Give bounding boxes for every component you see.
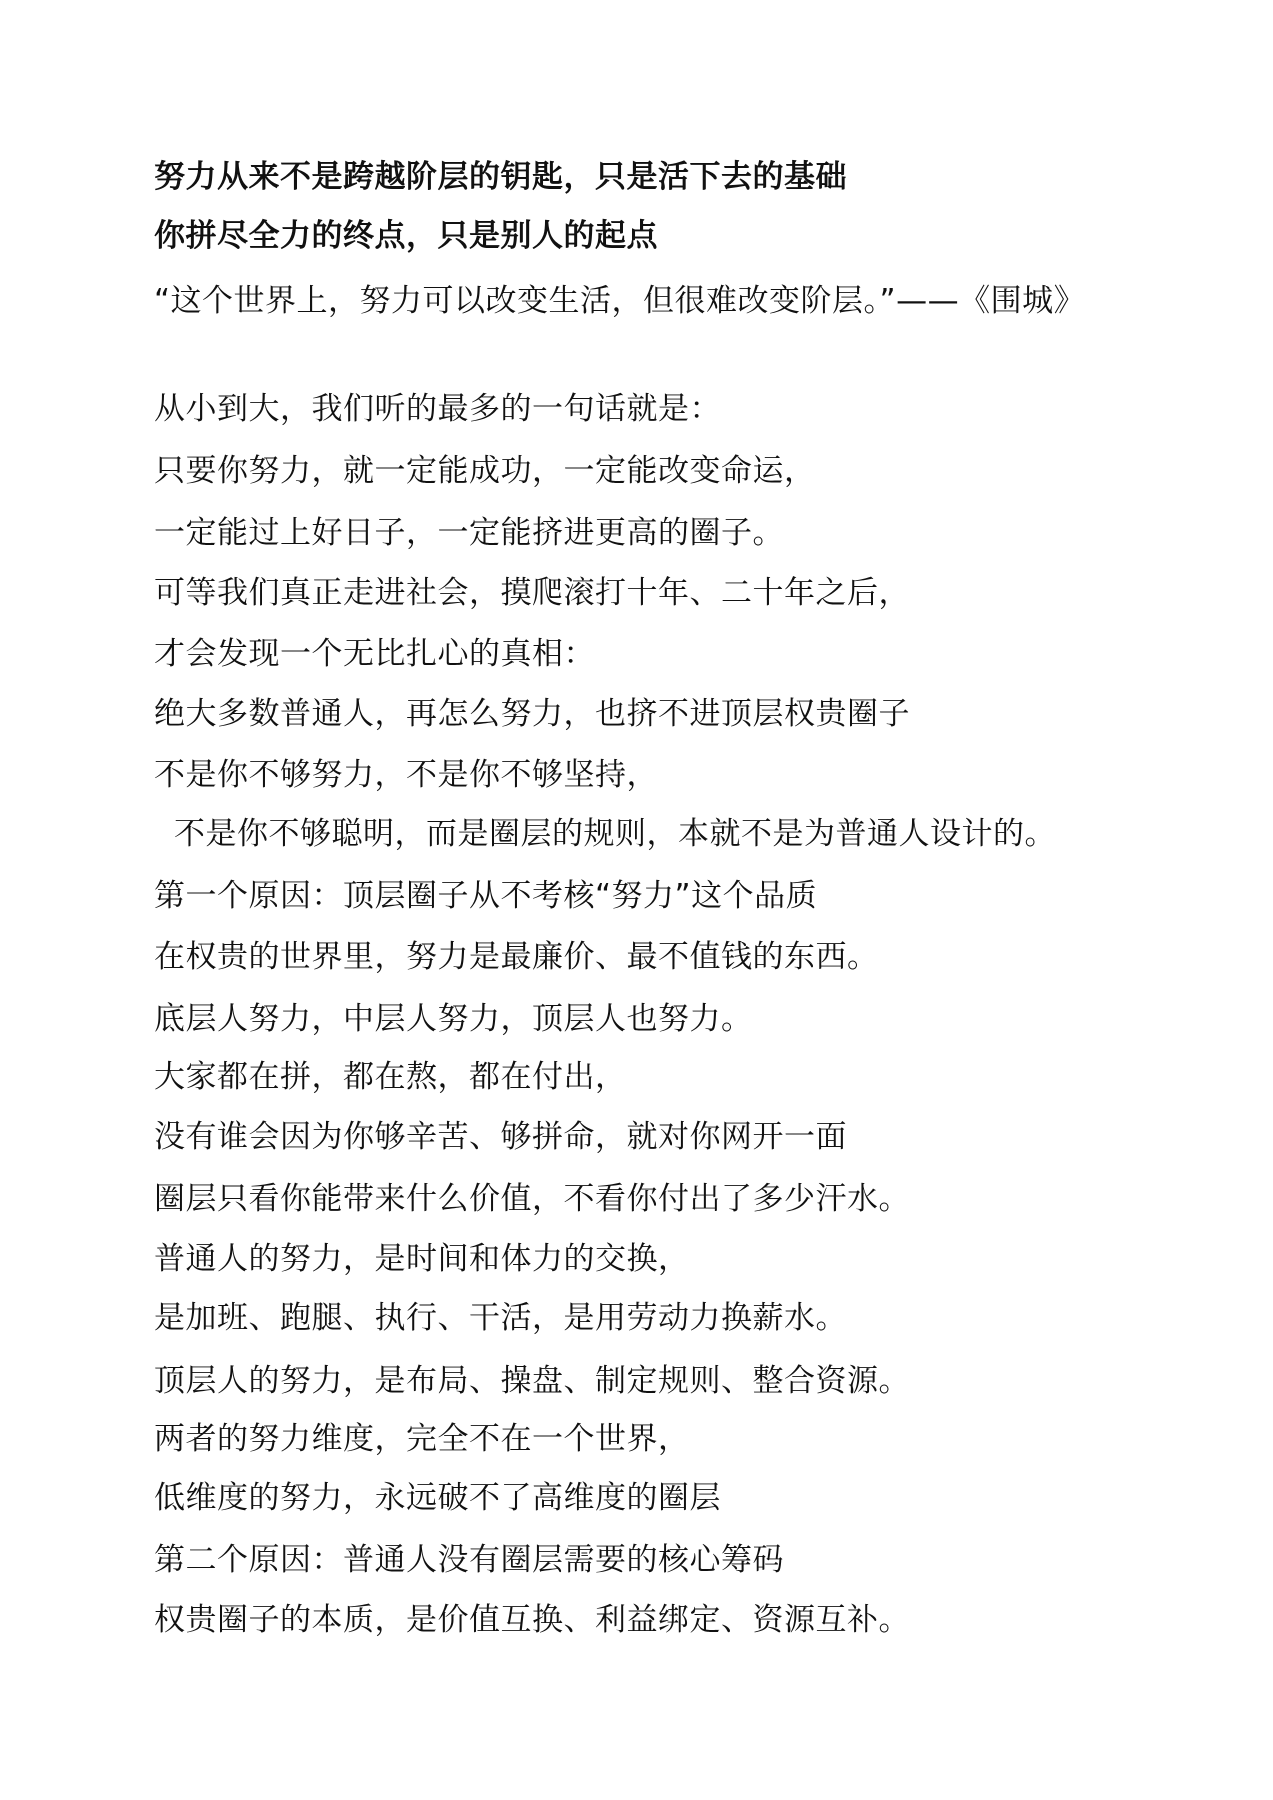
paragraph-line: 低维度的努力，永远破不了高维度的圈层: [154, 1480, 721, 1516]
paragraph-line: 只要你努力，就一定能成功，一定能改变命运，: [154, 453, 816, 489]
paragraph-line: 是加班、跑腿、执行、干活，是用劳动力换薪水。: [154, 1300, 847, 1336]
paragraph-line: 普通人的努力，是时间和体力的交换，: [154, 1241, 690, 1277]
paragraph-line: 大家都在拼，都在熬，都在付出，: [154, 1059, 627, 1095]
section-title-2: 第二个原因：普通人没有圈层需要的核心筹码: [154, 1542, 784, 1578]
paragraph-line: 一定能过上好日子，一定能挤进更高的圈子。: [154, 515, 784, 551]
paragraph-line: 权贵圈子的本质，是价值互换、利益绑定、资源互补。: [154, 1602, 910, 1638]
heading-1: 努力从来不是跨越阶层的钥匙，只是活下去的基础: [154, 159, 847, 195]
paragraph-line: 从小到大，我们听的最多的一句话就是：: [154, 391, 721, 427]
paragraph-line: 顶层人的努力，是布局、操盘、制定规则、整合资源。: [154, 1363, 910, 1399]
paragraph-line: 没有谁会因为你够辛苦、够拼命，就对你网开一面: [154, 1119, 847, 1155]
heading-2: 你拼尽全力的终点，只是别人的起点: [154, 218, 658, 254]
section-title-1: 第一个原因：顶层圈子从不考核“努力”这个品质: [154, 878, 818, 914]
paragraph-line: 不是你不够聪明，而是圈层的规则，本就不是为普通人设计的。: [174, 816, 1056, 852]
paragraph-line: 在权贵的世界里，努力是最廉价、最不值钱的东西。: [154, 939, 879, 975]
paragraph-line: 不是你不够努力，不是你不够坚持，: [154, 757, 658, 793]
paragraph-line: 两者的努力维度，完全不在一个世界，: [154, 1421, 690, 1457]
paragraph-line: 底层人努力，中层人努力，顶层人也努力。: [154, 1001, 753, 1037]
paragraph-line: 才会发现一个无比扎心的真相：: [154, 636, 595, 672]
quote: “这个世界上，努力可以改变生活，但很难改变阶层。”——《围城》: [154, 283, 1086, 319]
paragraph-line: 圈层只看你能带来什么价值，不看你付出了多少汗水。: [154, 1181, 910, 1217]
paragraph-line: 绝大多数普通人，再怎么努力，也挤不进顶层权贵圈子: [154, 696, 910, 732]
paragraph-line: 可等我们真正走进社会，摸爬滚打十年、二十年之后，: [154, 575, 910, 611]
